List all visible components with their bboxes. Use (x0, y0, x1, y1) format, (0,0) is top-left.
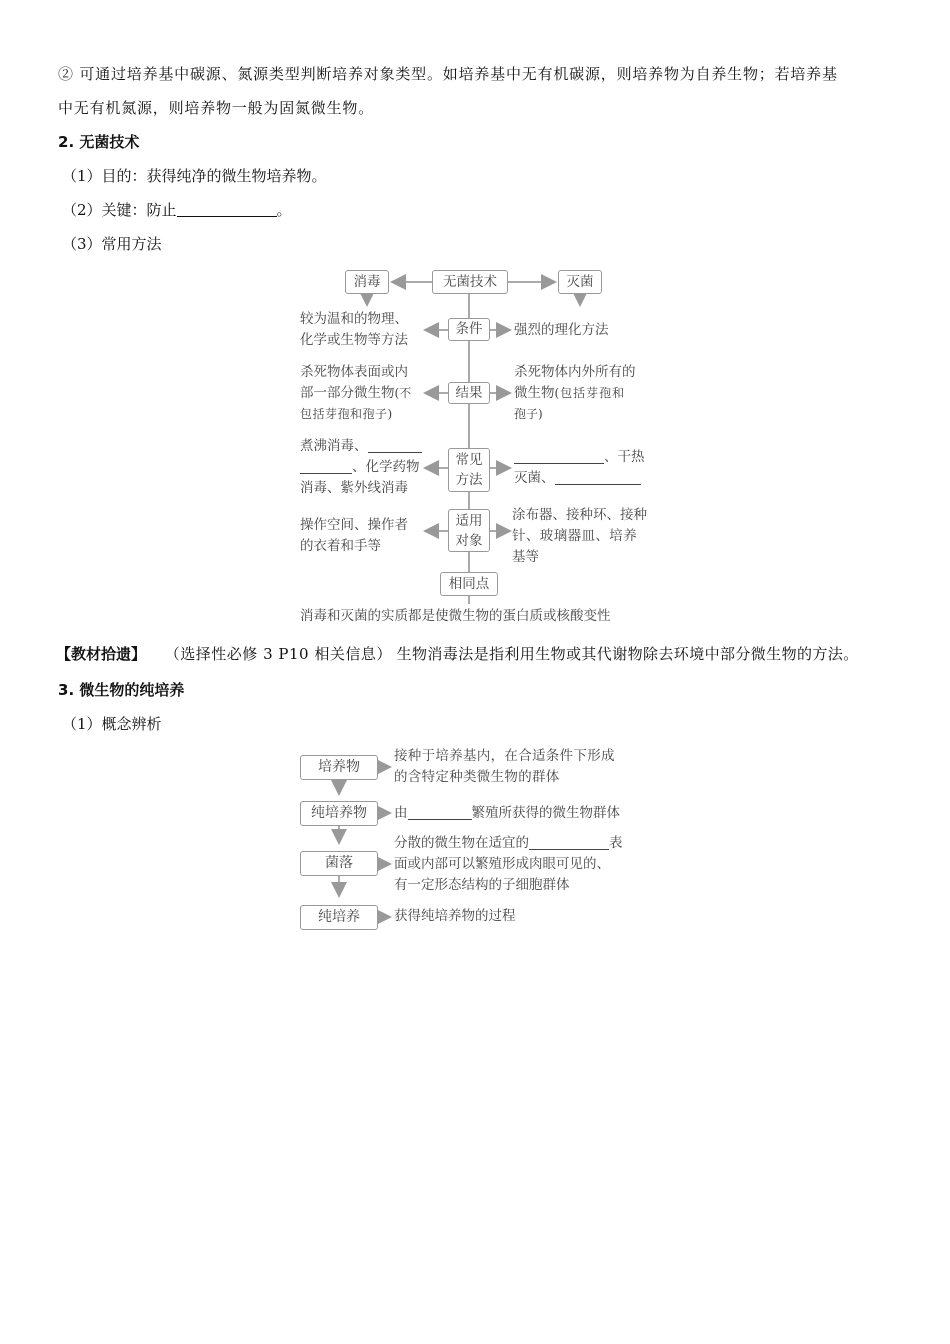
textbook-note-label: 【教材拾遗】 (56, 645, 147, 663)
culture-definition-line-1: 接种于培养基内，在合适条件下形成 (394, 748, 615, 764)
section-3-number: 3 (58, 681, 69, 699)
section-3-title: . 微生物的纯培养 (68, 681, 185, 699)
objects-left-line-2: 的衣着和手等 (300, 538, 381, 554)
colony-box: 菌落 (300, 851, 378, 876)
textbook-note-source: （选择性必修 3 P10 相关信息） (164, 645, 392, 663)
methods-right-line-2-text: 灭菌、 (514, 470, 555, 486)
objects-left-line-1: 操作空间、操作者 (300, 517, 408, 533)
objects-right-line-3: 基等 (512, 549, 539, 565)
culture-box: 培养物 (300, 755, 378, 780)
condition-left-line-2: 化学或生物等方法 (300, 332, 408, 348)
colony-definition-line-1-suffix: 表 (609, 835, 623, 851)
colony-definition (394, 833, 623, 896)
answer-blank-colony[interactable] (529, 835, 609, 850)
intro-line-2: 中无有机氮源，则培养物一般为固氮微生物。 (58, 99, 375, 117)
methods-label-line-1: 常见 (455, 452, 483, 468)
colony-definition-line-3: 有一定形态结构的子细胞群体 (394, 877, 570, 893)
result-box: 结果 (448, 382, 490, 404)
section-2-item-2-suffix: 。 (276, 201, 292, 219)
culture-definition-line-2: 的含特定种类微生物的群体 (394, 769, 560, 785)
objects-label-line-2: 对象 (455, 533, 483, 549)
result-left-line-2-paren: (不 (394, 386, 412, 400)
result-right-line-3: 孢子) (514, 407, 543, 421)
common-point-box: 相同点 (440, 572, 498, 596)
section-2-item-1: （1）目的：获得纯净的微生物培养物。 (62, 167, 327, 185)
pure-culture-product-suffix: 繁殖所获得的微生物群体 (471, 805, 620, 821)
pure-culturing-definition: 获得纯培养物的过程 (394, 908, 516, 924)
result-right-line-2-paren: (包括芽孢和 (554, 386, 626, 400)
section-2-title: . 无菌技术 (68, 133, 140, 151)
methods-label-line-2: 方法 (455, 472, 483, 488)
common-point-text: 消毒和灭菌的实质都是使微生物的蛋白质或核酸变性 (300, 608, 611, 624)
condition-left-line-1: 较为温和的物理、 (300, 311, 408, 327)
methods-left-line-1-text: 煮沸消毒、 (300, 438, 368, 454)
pure-culture-product-definition (394, 803, 620, 824)
textbook-note-text: 生物消毒法是指利用生物或其代谢物除去环境中部分微生物的方法。 (396, 645, 859, 663)
disinfection-box: 消毒 (345, 270, 389, 294)
result-left-line-1: 杀死物体表面或内 (300, 364, 408, 380)
condition-sterilization-text: 强烈的理化方法 (514, 322, 609, 338)
pure-culturing-box: 纯培养 (300, 905, 378, 930)
objects-right-line-2: 针、玻璃器皿、培养 (512, 528, 638, 544)
methods-right-line-1-text: 、干热 (604, 449, 645, 465)
result-right-line-1: 杀死物体内外所有的 (514, 364, 636, 380)
result-left-line-2-main: 部一部分微生物 (300, 385, 395, 401)
sterilization-box: 灭菌 (558, 270, 602, 294)
condition-box: 条件 (448, 318, 490, 341)
result-left-line-3: 包括芽孢和孢子) (300, 407, 393, 421)
pure-culture-product-prefix: 由 (394, 805, 408, 821)
objects-right-line-1: 涂布器、接种环、接种 (512, 507, 647, 523)
colony-definition-line-1-prefix: 分散的微生物在适宜的 (394, 835, 529, 851)
objects-label-line-1: 适用 (455, 513, 483, 529)
result-right-line-2-main: 微生物 (514, 385, 555, 401)
sterile-technique-box: 无菌技术 (432, 270, 508, 294)
intro-line-1: ② 可通过培养基中碳源、氮源类型判断培养对象类型。如培养基中无有机碳源，则培养物为自养生物；若培养基 (58, 65, 838, 83)
answer-blank-pure-culture[interactable] (408, 805, 472, 820)
colony-definition-line-1 (394, 833, 623, 854)
pure-culture-product-box: 纯培养物 (300, 801, 378, 826)
methods-left-line-3: 消毒、紫外线消毒 (300, 480, 408, 496)
section-3-item-1: （1）概念辨析 (62, 715, 162, 733)
culture-definition (394, 746, 615, 788)
colony-definition-line-2: 面或内部可以繁殖形成肉眼可见的、 (394, 856, 610, 872)
section-2-item-2-prefix: （2）关键：防止 (62, 201, 177, 219)
methods-left-line-2-text: 、化学药物 (352, 459, 420, 475)
section-2-number: 2 (58, 133, 69, 151)
section-2-item-3: （3）常用方法 (62, 235, 162, 253)
